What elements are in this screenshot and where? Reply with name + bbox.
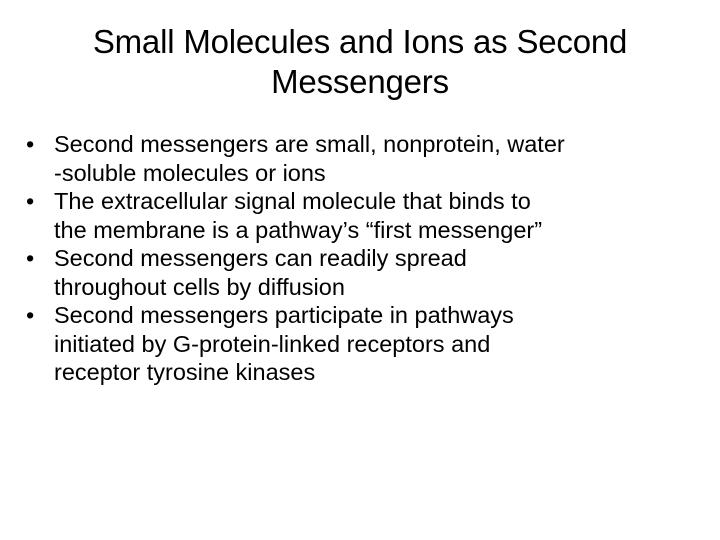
slide-title-line: Messengers: [271, 63, 449, 100]
bullet-item: [26, 301, 698, 387]
bullet-item: [26, 244, 698, 301]
bullet-item: [26, 130, 698, 187]
bullet-text-line: throughout cells by diffusion: [54, 273, 345, 300]
slide-title-line: Small Molecules and Ions as Second: [92, 23, 628, 60]
bullet-text-line: The extracellular signal molecule that binds to: [54, 188, 531, 214]
bullet-dot-icon: •: [26, 131, 35, 157]
bullet-text-line: initiated by G-protein-linked receptors and: [54, 330, 491, 357]
bullet-dot-icon: •: [26, 188, 35, 214]
bullet-list: [26, 130, 698, 387]
bullet-dot-icon: •: [26, 302, 35, 328]
bullet-dot-icon: •: [26, 245, 35, 271]
bullet-text-line: receptor tyrosine kinases: [54, 359, 316, 385]
bullet-text-line: Second messengers are small, nonprotein, water: [54, 131, 565, 157]
slide-title: [36, 22, 684, 102]
bullet-text-line: the membrane is a pathway’s “first messenger”: [54, 216, 543, 243]
bullet-item: [26, 187, 698, 244]
bullet-text-line: Second messengers participate in pathways: [54, 302, 514, 328]
bullet-text-line: -soluble molecules or ions: [54, 159, 326, 186]
bullet-text-line: Second messengers can readily spread: [54, 245, 467, 271]
